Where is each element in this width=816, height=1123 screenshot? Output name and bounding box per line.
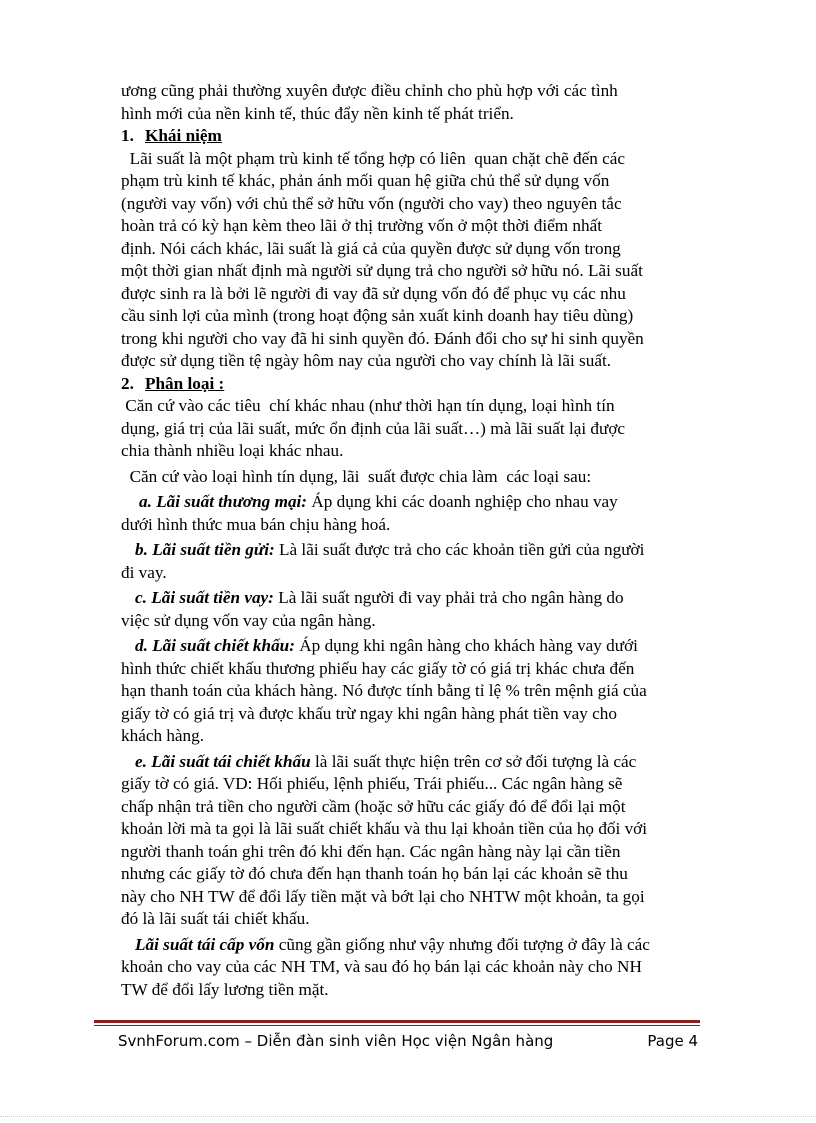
paragraph-line: khoản lời mà ta gọi là lãi suất chiết khấu và thu lại khoản tiền của họ đối với [121,819,648,838]
section-number: 1. [121,126,134,145]
paragraph-line: được sử dụng tiền tệ ngày hôm nay của người cho vay chính là lãi suất. [121,351,612,370]
paragraph-line: đi vay. [121,562,167,582]
paragraph-line: hình thức chiết khấu thương phiếu hay các giấy tờ có giá trị khác chưa đến [121,658,635,678]
item-d-label: d. Lãi suất chiết khấu: [135,636,295,655]
paragraph-line: Căn cứ vào loại hình tín dụng, lãi suất được chia làm các loại sau: [121,466,592,486]
footer-divider-thin [94,1025,700,1026]
paragraph-line: nhưng các giấy tờ đó chưa đến hạn thanh toán họ bán lại các khoản sẽ thu [121,864,628,883]
item-e [121,751,701,774]
footer-divider [94,1020,700,1023]
intro-line: hình mới của nền kinh tế, thúc đẩy nền kinh tế phát triển. [121,103,514,123]
section-title: Khái niệm [145,126,222,145]
footer-site-text: SvnhForum.com – Diễn đàn sinh viên Học viện Ngân hàng [118,1032,554,1050]
item-f-label: Lãi suất tái cấp vốn [135,934,275,954]
item-a [121,491,701,514]
paragraph-line: định. Nói cách khác, lãi suất là giá cả của quyền được sử dụng vốn trong [121,238,621,258]
paragraph-line: người thanh toán ghi trên đó khi đến hạn. Các ngân hàng này lại cần tiền [121,841,621,861]
item-f-text: cũng gần giống như vậy nhưng đối tượng ở đây là các [274,934,650,954]
item-c-label: c. Lãi suất tiền vay: [135,588,274,607]
paragraph-line: khoản cho vay của các NH TM, và sau đó họ bán lại các khoản này cho NH [121,957,642,976]
item-b-label: b. Lãi suất tiền gửi: [135,540,275,559]
item-b-text: Là lãi suất được trả cho các khoản tiền gửi của người [274,540,645,559]
section-title: Phân loại : [145,373,225,393]
item-c-text: Là lãi suất người đi vay phải trả cho ngân hàng do [273,588,624,607]
item-d [121,635,701,658]
paragraph-line: Lãi suất là một phạm trù kinh tế tổng hợp có liên quan chặt chẽ đến các [121,148,626,168]
item-a-text: Áp dụng khi các doanh nghiệp cho nhau vay [307,492,618,511]
item-d-text: Áp dụng khi ngân hàng cho khách hàng vay dưới [294,636,638,655]
paragraph-line: hoàn trả có kỳ hạn kèm theo lãi ở thị trường vốn ở một thời điểm nhất [121,216,602,235]
page-edge [0,1116,816,1117]
section-number: 2. [121,373,134,393]
paragraph-line: trong khi người cho vay đã hi sinh quyền đó. Đánh đổi cho sự hi sinh quyền [121,328,644,348]
paragraph-line: giấy tờ có giá trị và được khấu trừ ngay khi ngân hàng phát tiền vay cho [121,703,617,723]
intro-line: ương cũng phải thường xuyên được điều chỉnh cho phù hợp với các tình [121,81,618,100]
paragraph-line: một thời gian nhất định mà người sử dụng trả cho người sở hữu nó. Lãi suất [121,261,643,280]
paragraph-line: này cho NH TW để đổi lấy tiền mặt và bớt lại cho NHTW một khoản, ta gọi [121,886,645,906]
page-footer [118,1032,698,1050]
item-c [121,587,701,610]
paragraph-line: chia thành nhiều loại khác nhau. [121,441,344,460]
item-e-text: là lãi suất thực hiện trên cơ sở đối tượng là các [310,751,637,771]
paragraph-line: phạm trù kinh tế khác, phản ánh mối quan hệ giữa chủ thể sử dụng vốn [121,171,610,190]
paragraph-line: dụng, giá trị của lãi suất, mức ổn định của lãi suất…) mà lãi suất lại được [121,418,626,438]
item-a-label: a. Lãi suất thương mại: [139,492,308,511]
paragraph-line: được sinh ra là bởi lẽ người đi vay đã sử dụng vốn đó để phục vụ các nhu [121,283,626,303]
paragraph-line: cầu sinh lợi của mình (trong hoạt động sản xuất kinh doanh hay tiêu dùng) [121,306,634,325]
section-1-heading [121,125,701,148]
item-b [121,539,701,562]
paragraph-line: (người vay vốn) với chủ thể sở hữu vốn (người cho vay) theo nguyên tắc [121,193,622,213]
paragraph-line: dưới hình thức mua bán chịu hàng hoá. [121,514,391,534]
paragraph-line: hạn thanh toán của khách hàng. Nó được tính bằng tỉ lệ % trên mệnh giá của [121,681,647,700]
paragraph-line: TW để đổi lấy lương tiền mặt. [121,979,329,999]
page-body [121,80,701,1001]
paragraph-line: việc sử dụng vốn vay của ngân hàng. [121,610,376,630]
paragraph-line: chấp nhận trả tiền cho người cầm (hoặc sở hữu các giấy đó để đổi lại một [121,796,626,816]
paragraph-line: đó là lãi suất tái chiết khấu. [121,909,310,928]
paragraph-line: giấy tờ có giá. VD: Hối phiếu, lệnh phiếu, Trái phiếu... Các ngân hàng sẽ [121,774,623,793]
page-number: Page 4 [647,1032,698,1050]
item-f [121,934,701,957]
section-2-heading [121,373,701,396]
paragraph-line: Căn cứ vào các tiêu chí khác nhau (như thời hạn tín dụng, loại hình tín [121,396,615,415]
paragraph-line: khách hàng. [121,726,205,745]
item-e-label: e. Lãi suất tái chiết khấu [135,751,311,771]
